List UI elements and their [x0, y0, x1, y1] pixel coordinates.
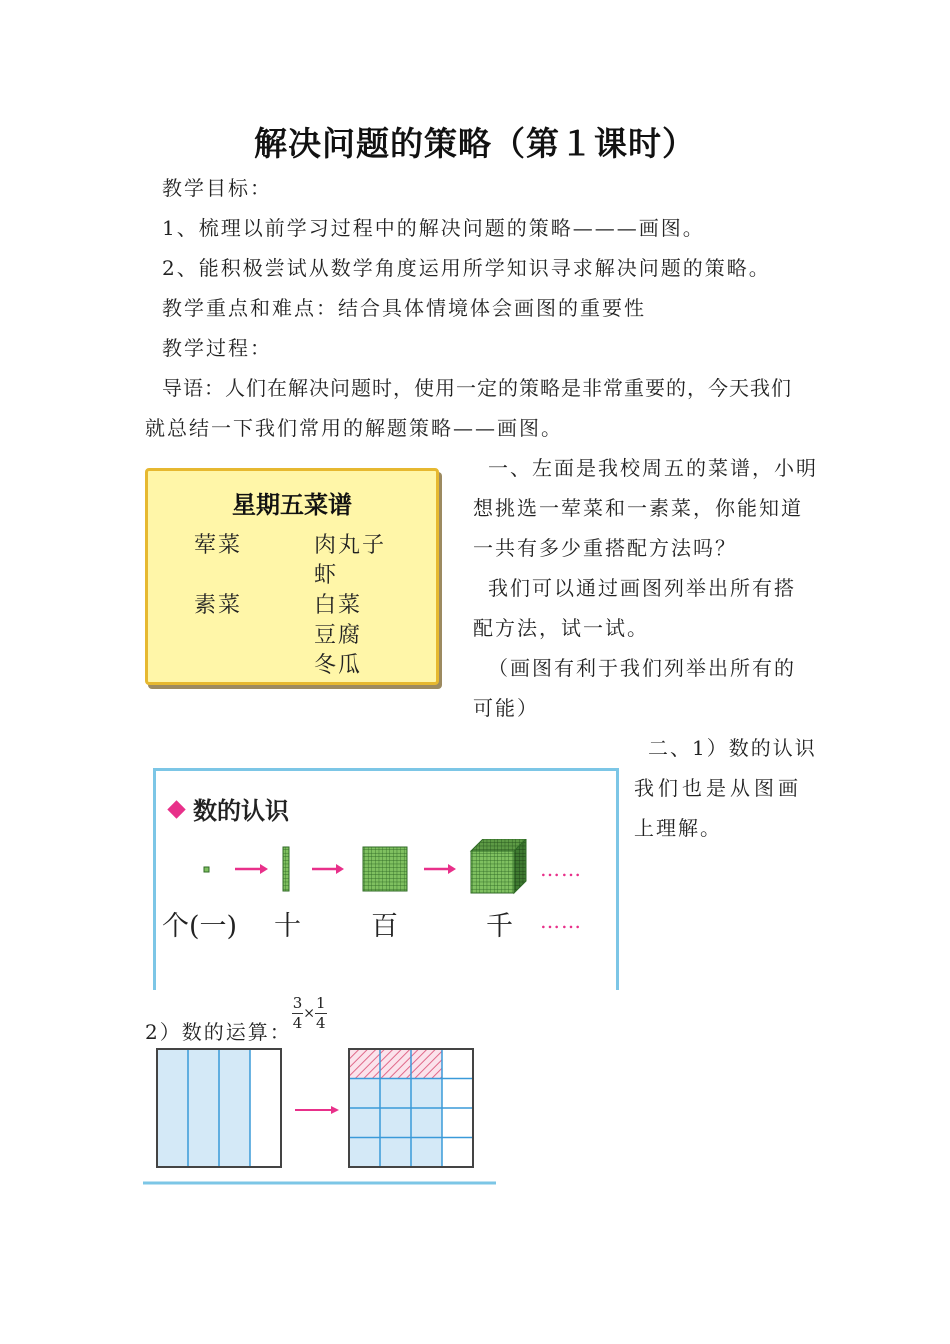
product-grid-diagram: [349, 1049, 473, 1167]
page-title: 解决问题的策略（第１课时）: [254, 124, 696, 163]
key-points: 教学重点和难点：结合具体情境体会画图的重要性: [162, 296, 646, 320]
arrow-icon: [312, 864, 344, 874]
section1-line: 配方法，试一试。: [473, 616, 649, 640]
ellipsis-bottom: ……: [540, 909, 582, 933]
process-heading: 教学过程：: [162, 336, 272, 360]
arrow-icon: [295, 1106, 339, 1114]
place-label-ones: 个(一): [162, 911, 238, 942]
number-recognition-panel: [153, 768, 619, 990]
menu-veg-item: 冬瓜: [314, 653, 363, 678]
panel-title-text: 数的认识: [193, 797, 289, 825]
menu-veg-label: 素菜: [194, 593, 243, 618]
objective-2: 2、能积极尝试从数学角度运用所学知识寻求解决问题的策略。: [162, 256, 771, 280]
times-sign: ×: [303, 1005, 316, 1022]
objective-1: 1、梳理以前学习过程中的解决问题的策略———画图。: [162, 216, 705, 240]
fraction: $\frac{3}{4}$: [292, 994, 303, 1032]
menu-card: [145, 468, 439, 685]
section1-line: 一共有多少重搭配方法吗？: [473, 536, 737, 560]
place-label-thousands: 千: [486, 911, 513, 942]
panel-title: [170, 791, 289, 826]
section2-line: 上理解。: [634, 816, 722, 840]
menu-meat-item: 肉丸子: [314, 533, 387, 558]
section2-line: 我们也是从图画: [634, 776, 802, 800]
intro-line-2: 就总结一下我们常用的解题策略——画图。: [145, 416, 563, 440]
intro-line-1: 导语：人们在解决问题时，使用一定的策略是非常重要的，今天我们: [162, 376, 792, 400]
section1-line: 一、左面是我校周五的菜谱，小明: [488, 456, 818, 480]
fraction: $\frac{1}{4}$: [316, 994, 326, 1032]
arrow-icon: [235, 864, 268, 874]
section1-line: 我们可以通过画图列举出所有搭: [488, 576, 796, 600]
operation-heading: [145, 994, 327, 1044]
hundred-flat-icon: [363, 847, 407, 891]
section1-line: 可能）: [473, 696, 539, 720]
menu-meat-label: 荤菜: [194, 533, 243, 558]
place-label-hundreds: 百: [371, 911, 398, 942]
menu-veg-item: 豆腐: [314, 623, 363, 648]
section1-line: （画图有利于我们列举出所有的: [488, 656, 796, 680]
section2-line: 二、1）数的认识: [648, 736, 817, 760]
thousand-cube-icon: [471, 839, 526, 893]
operation-label: 2）数的运算：: [145, 1020, 292, 1044]
diamond-icon: [167, 800, 185, 818]
place-label-tens: 十: [274, 911, 301, 942]
menu-title: 星期五菜谱: [232, 491, 352, 519]
objectives-heading: 教学目标：: [162, 176, 272, 200]
section1-line: 想挑选一荤菜和一素菜，你能知道: [473, 496, 803, 520]
menu-meat-item: 虾: [314, 563, 339, 588]
fraction-multiplication-diagram: [143, 1044, 503, 1189]
ellipsis-top: ……: [540, 857, 582, 881]
three-quarters-diagram: [157, 1049, 281, 1167]
menu-veg-item: 白菜: [314, 593, 363, 618]
arrow-icon: [424, 864, 456, 874]
unit-cube-icon: [204, 867, 209, 872]
ten-rod-icon: [283, 847, 289, 891]
